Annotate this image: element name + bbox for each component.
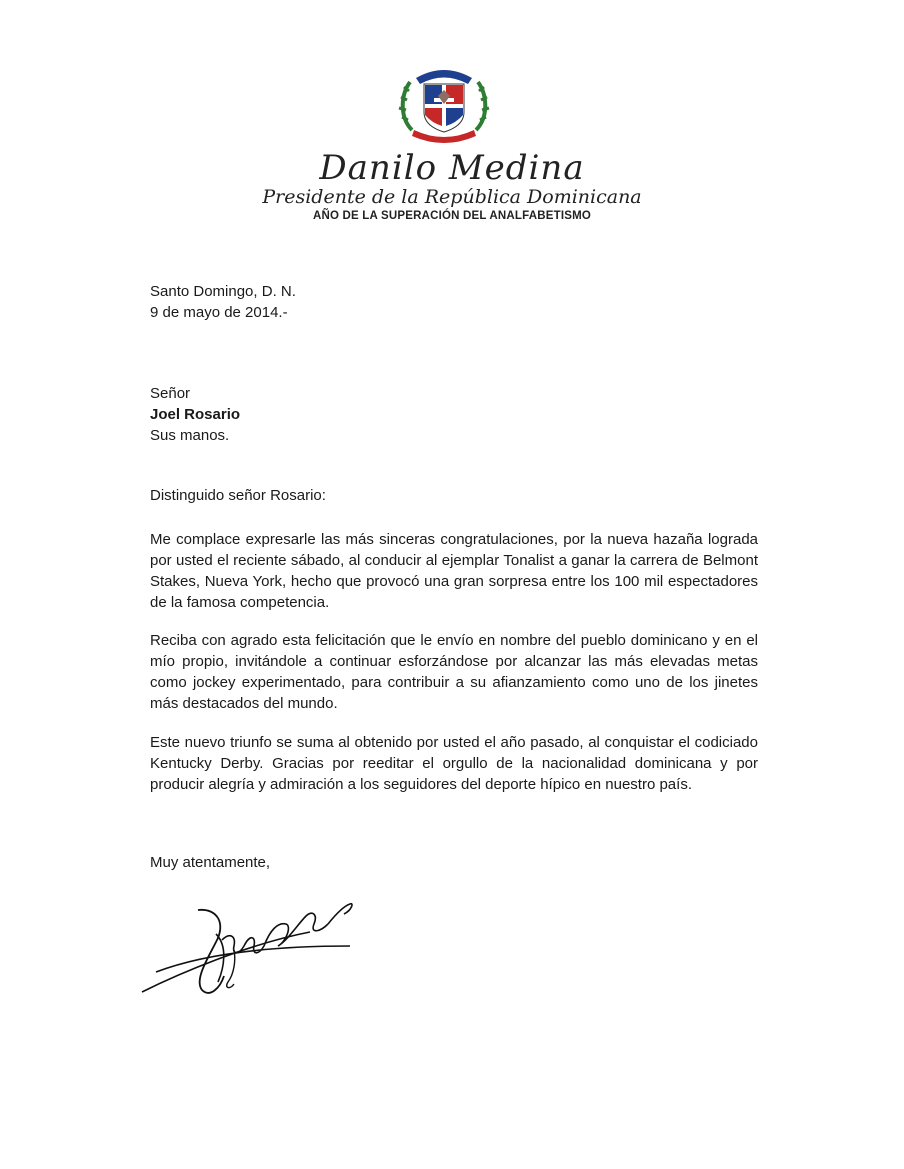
recipient-delivery: Sus manos.: [150, 427, 230, 444]
letterhead-name: Danilo Medina: [319, 148, 585, 188]
recipient-block: [150, 383, 758, 446]
salutation: [150, 485, 758, 506]
salutation-text: Distinguido señor Rosario:: [150, 487, 326, 504]
body-paragraph-2: Reciba con agrado esta felicitación que le envío en nombre del pueblo dominicano y en el mío propio, invitándole a continuar esforzándose por alcanzar las más elevadas metas como jockey experimentado, para contribuir a su afianzamiento como uno de los jinetes más destacados del mundo.: [150, 632, 758, 712]
date: 9 de mayo de 2014.-: [150, 304, 288, 321]
body-paragraph: [150, 529, 758, 613]
letterhead-title: Presidente de la República Dominicana: [262, 186, 642, 208]
recipient-name: Joel Rosario: [150, 406, 241, 423]
body-paragraph: [150, 732, 758, 795]
body-paragraph-3: Este nuevo triunfo se suma al obtenido por usted el año pasado, al conquistar el codiciado Kentucky Derby. Gracias por reeditar el orgullo de la nacionalidad dominicana y por producir alegría y admiración a los seguidores del deporte hípico en nuestro país.: [150, 734, 758, 793]
recipient-honorific: Señor: [150, 385, 191, 402]
place: Santo Domingo, D. N.: [150, 283, 296, 300]
body-paragraph-1: Me complace expresarle las más sinceras congratulaciones, por la nueva hazaña lograda por usted el reciente sábado, al conducir al ejemplar Tonalist a ganar la carrera de Belmont Stakes, Nueva York, hecho que provocó una gran sorpresa entre los 100 mil espectadores de la famosa competencia.: [150, 531, 758, 611]
place-date-block: [150, 281, 758, 323]
body-paragraph: [150, 630, 758, 714]
coat-of-arms-icon: [394, 60, 494, 146]
letterhead: [0, 60, 904, 230]
handwritten-signature: [138, 884, 368, 1014]
closing-text: Muy atentamente,: [150, 854, 271, 871]
year-motto: AÑO DE LA SUPERACIÓN DEL ANALFABETISMO: [312, 210, 592, 222]
closing: [150, 852, 758, 873]
